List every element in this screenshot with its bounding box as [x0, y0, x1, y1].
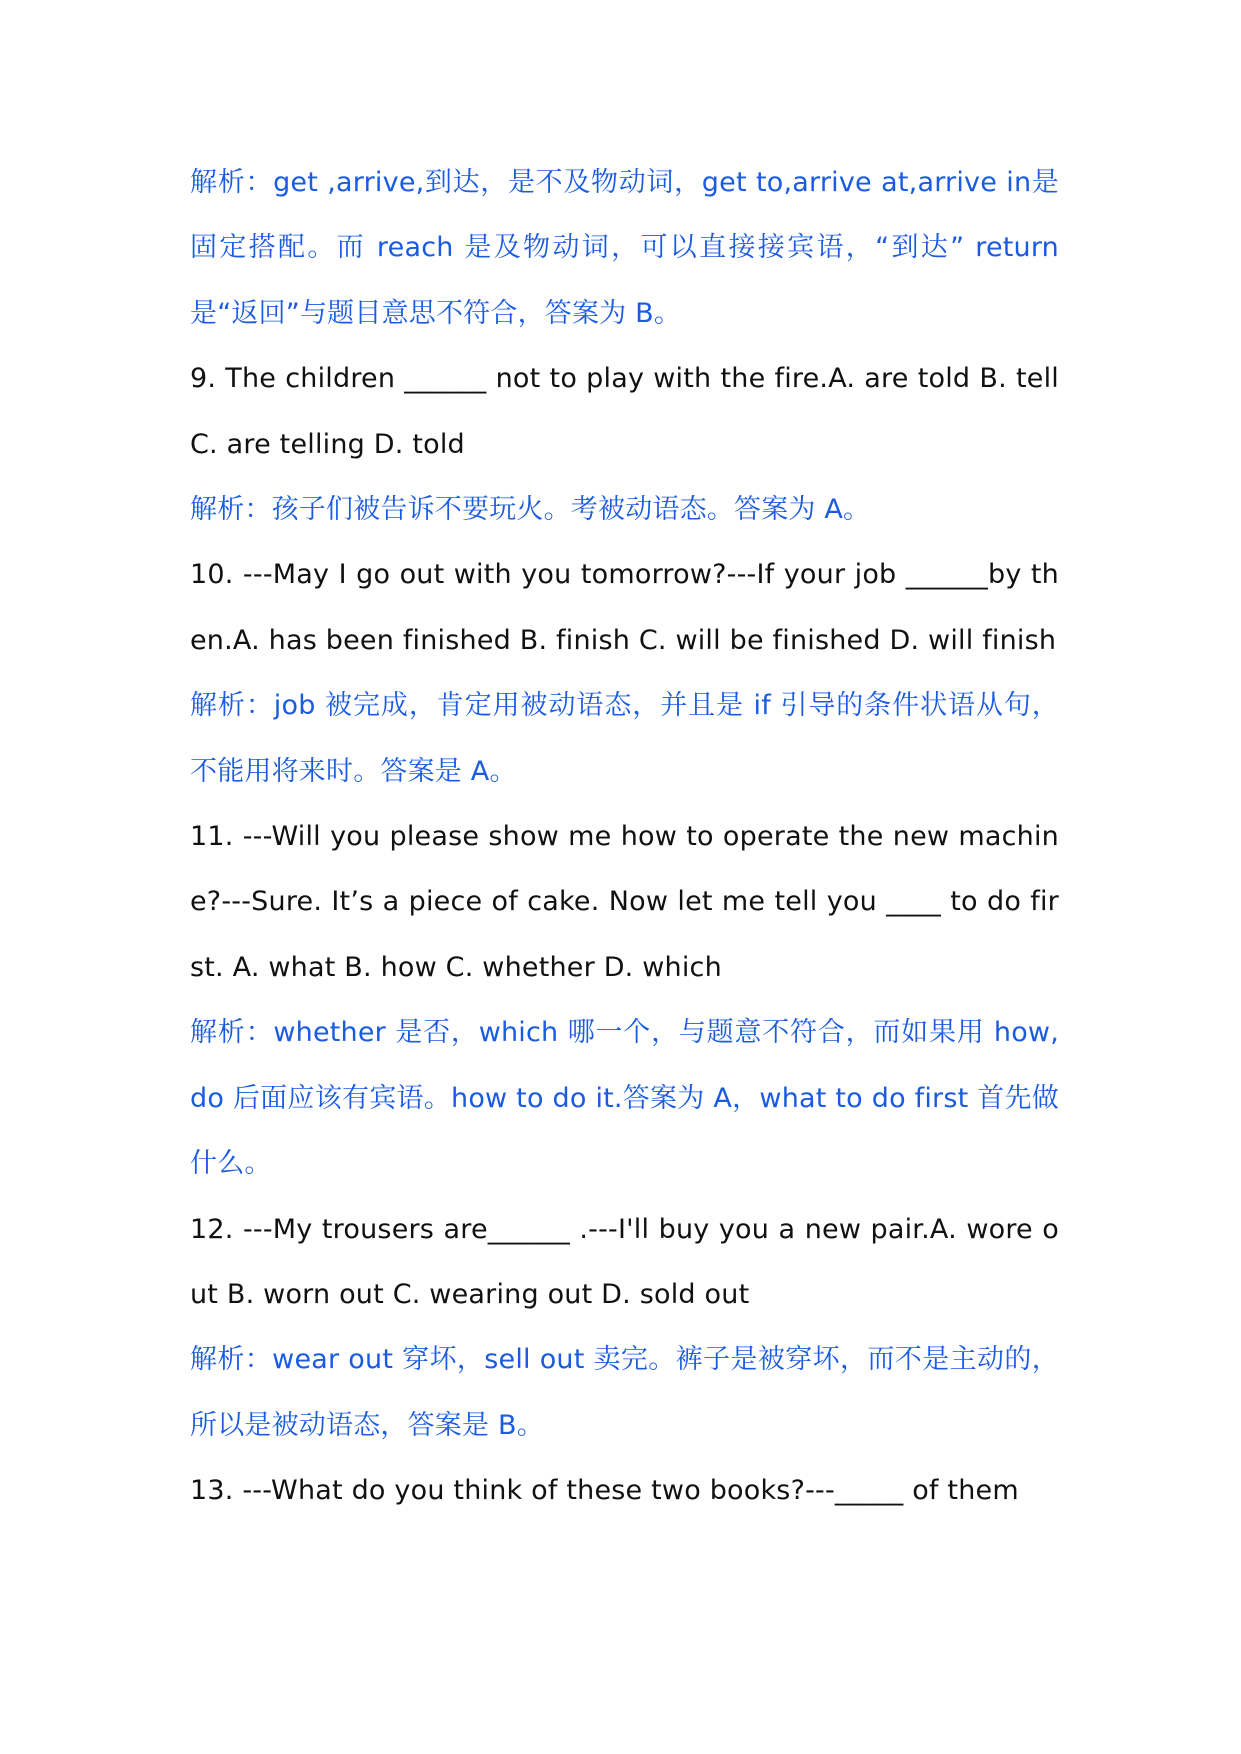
question-10: 10. ---May I go out with you tomorrow?---If your job ______by then.A. has been finished B. finish C. will be finished D. will finish [190, 559, 1059, 656]
analysis-paragraph: 解析：wear out 穿坏，sell out 卖完。裤子是被穿坏，而不是主动的，所以是被动语态，答案是 B。 [190, 1344, 1059, 1441]
question-9: 9. The children ______ not to play with the fire.A. are told B. tell C. are telling D. told [190, 363, 1059, 460]
question-13: 13. ---What do you think of these two books?---_____ of them [190, 1475, 1019, 1507]
document-page [190, 150, 1059, 1524]
analysis-paragraph: 解析：job 被完成，肯定用被动语态，并且是 if 引导的条件状语从句，不能用将来时。答案是 A。 [190, 690, 1059, 787]
question-12: 12. ---My trousers are______ .---I'll buy you a new pair.A. wore out B. worn out C. wearing out D. sold out [190, 1213, 1059, 1310]
analysis-paragraph: 解析：get ,arrive,到达，是不及物动词，get to,arrive at,arrive in是固定搭配。而 reach 是及物动词，可以直接接宾语，“到达” return是“返回”与题目意思不符合，答案为 B。 [190, 167, 1059, 329]
analysis-paragraph: 解析：孩子们被告诉不要玩火。考被动语态。答案为 A。 [190, 494, 871, 526]
question-11: 11. ---Will you please show me how to operate the new machine?---Sure. It’s a piece of cake. Now let me tell you ____ to do first. A. what B. how C. whether D. which [190, 821, 1059, 983]
analysis-paragraph: 解析：whether 是否，which 哪一个，与题意不符合，而如果用 how,do 后面应该有宾语。how to do it.答案为 A，what to do first 首先做什么。 [190, 1017, 1059, 1180]
